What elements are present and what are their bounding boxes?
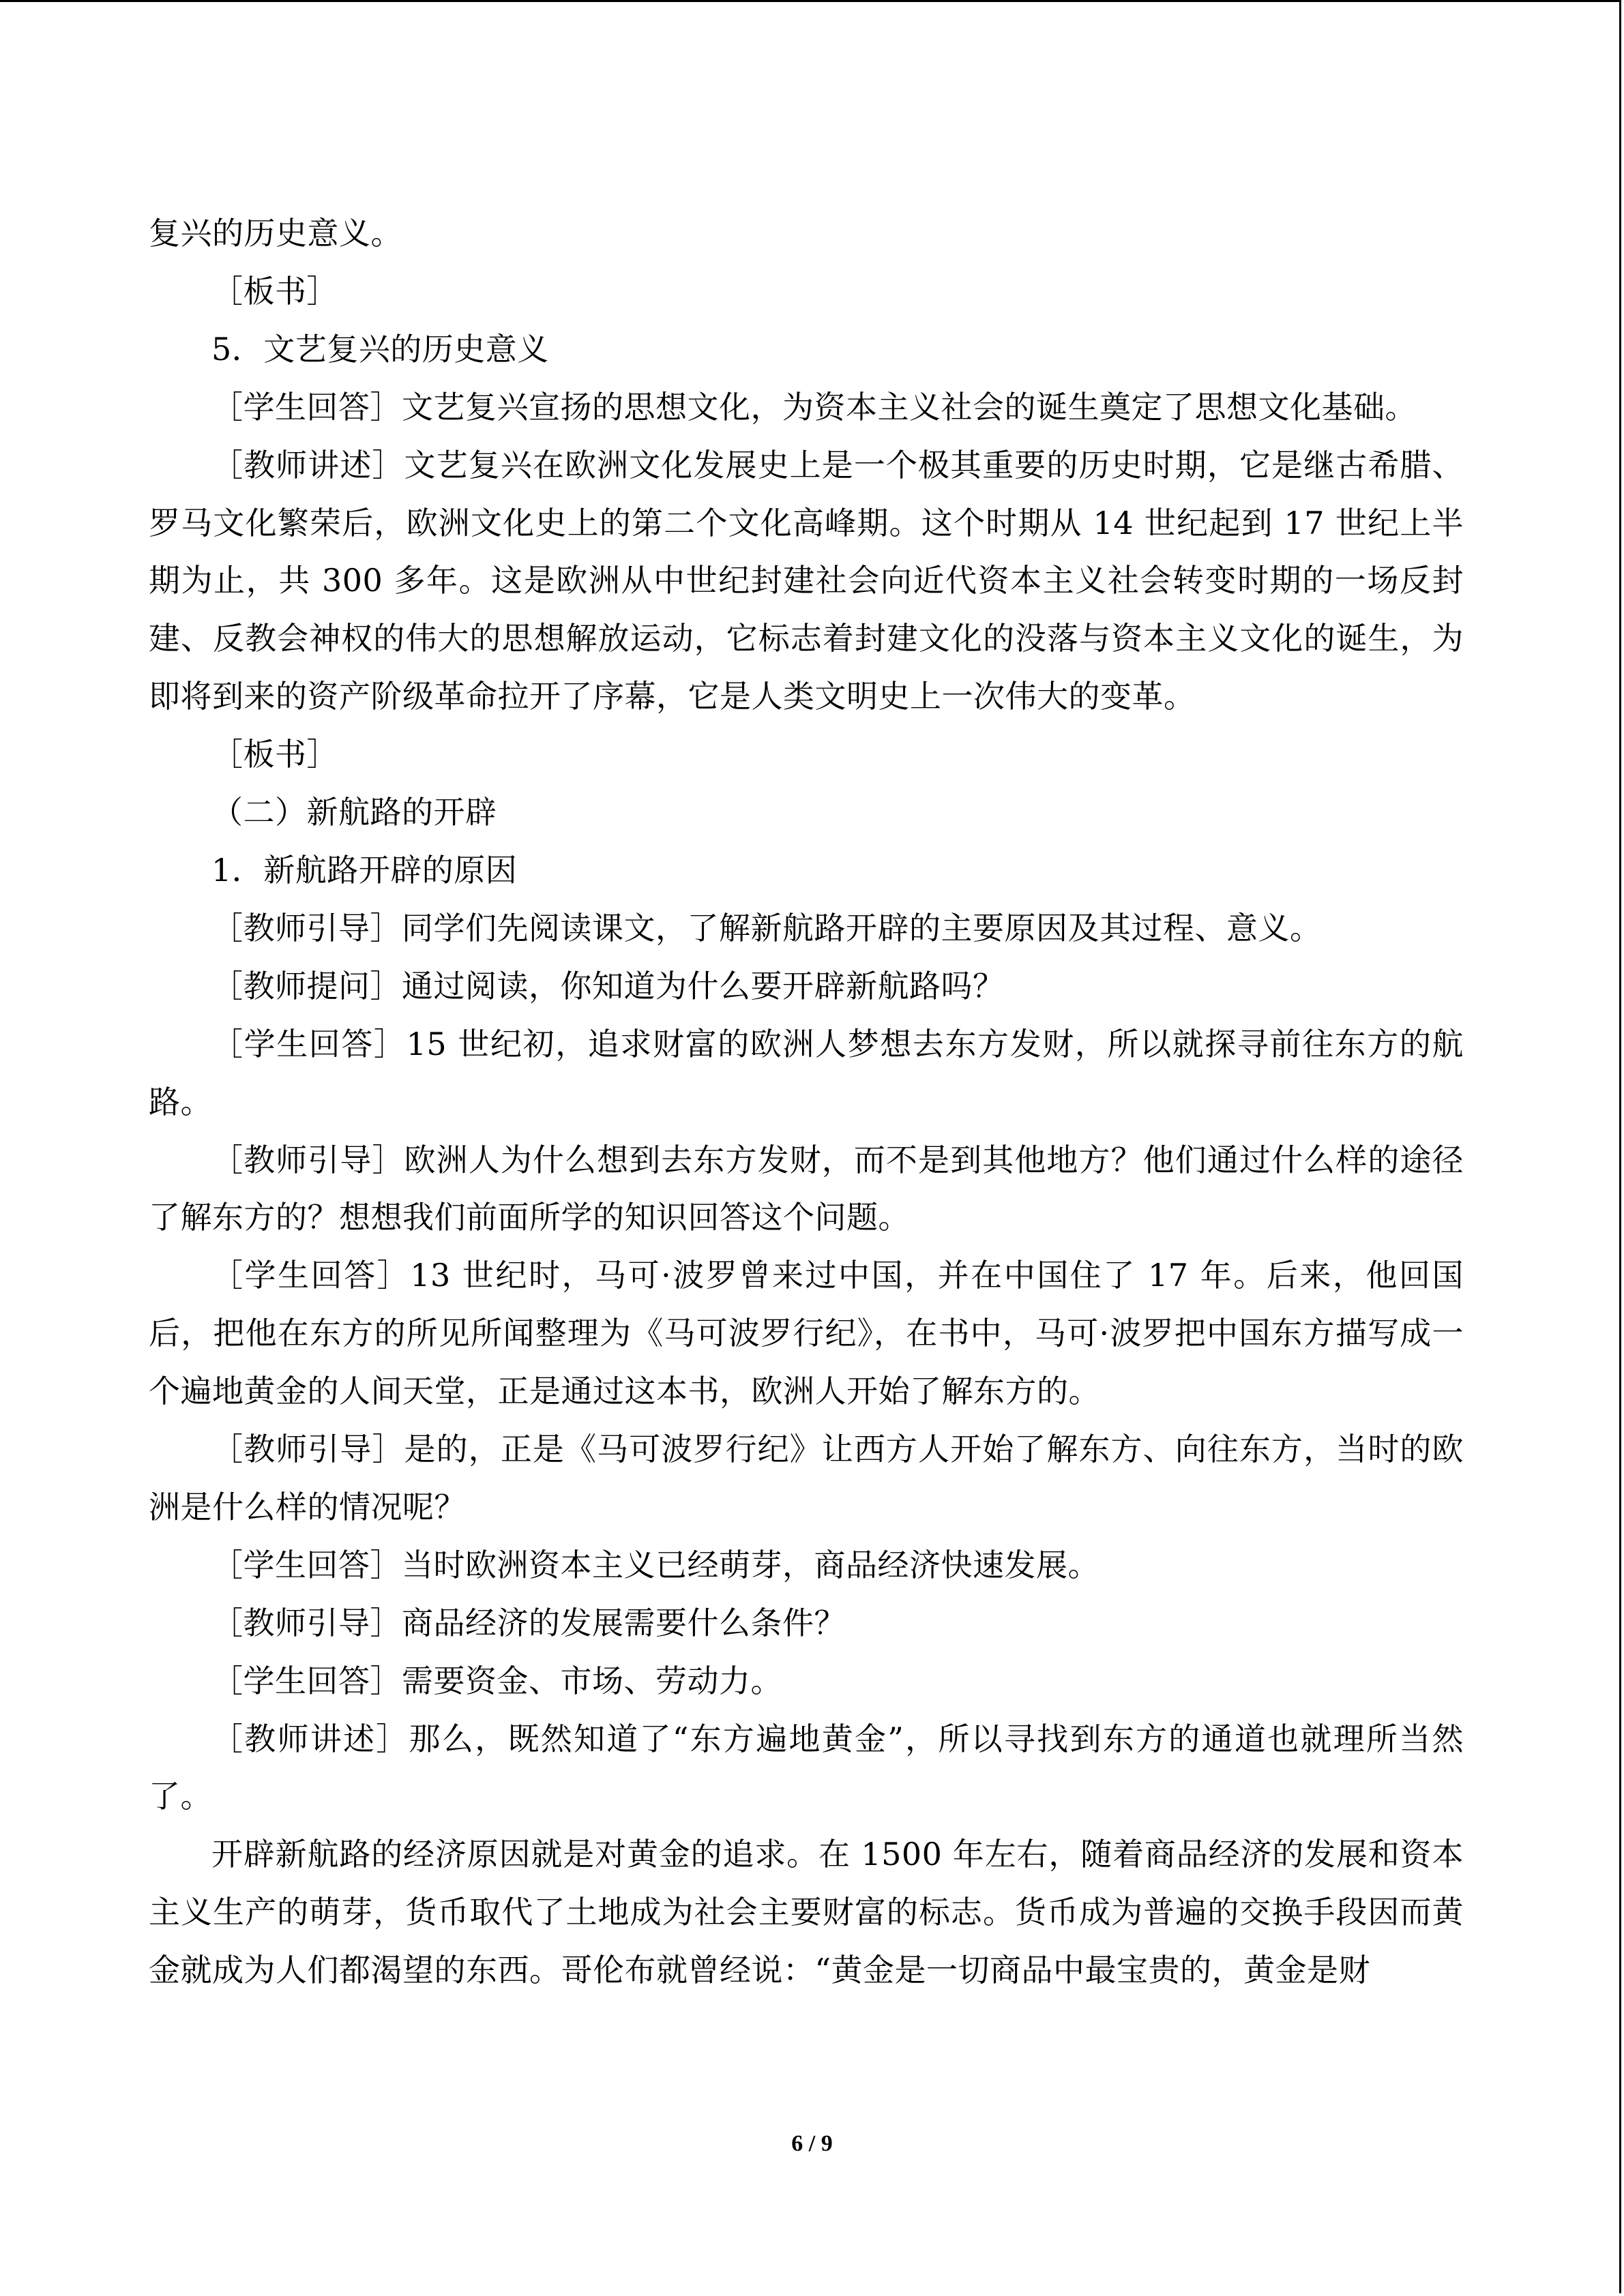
student-answer: ［学生回答］文艺复兴宣扬的思想文化，为资本主义社会的诞生奠定了思想文化基础。 (211, 388, 1417, 426)
document-body (149, 205, 1464, 1999)
student-answer: ［学生回答］15 世纪初，追求财富的欧洲人梦想去东方发财，所以就探寻前往东方的航路。 (149, 1025, 1464, 1120)
teacher-narration: ［教师讲述］文艺复兴在欧洲文化发展史上是一个极其重要的历史时期，它是继古希腊、罗马文化繁荣后，欧洲文化史上的第二个文化高峰期。这个时期从 14 世纪起到 17 世纪上半期为止，共 300 多年。这是欧洲从中世纪封建社会向近代资本主义社会转变时期的一场反封建、反教会神权的伟大的思想解放运动，它标志着封建文化的没落与资本主义文化的诞生，为即将到来的资产阶级革命拉开了序幕，它是人类文明史上一次伟大的变革。 (149, 446, 1464, 715)
board-note: ［板书］ (211, 272, 338, 310)
board-note: ［板书］ (211, 736, 338, 773)
teacher-question: ［教师提问］通过阅读，你知道为什么要开辟新航路吗？ (211, 967, 1005, 1004)
student-answer: ［学生回答］当时欧洲资本主义已经萌芽，商品经济快速发展。 (211, 1546, 1099, 1583)
student-answer: ［学生回答］13 世纪时，马可·波罗曾来过中国，并在中国住了 17 年。后来，他回国后，把他在东方的所见所闻整理为《马可波罗行纪》，在书中，马可·波罗把中国东方描写成一个遍地黄金的人间天堂，正是通过这本书，欧洲人开始了解东方的。 (149, 1257, 1464, 1410)
student-answer: ［学生回答］需要资金、市场、劳动力。 (211, 1662, 782, 1699)
teacher-guidance: ［教师引导］商品经济的发展需要什么条件？ (211, 1604, 846, 1641)
teacher-guidance: ［教师引导］是的，正是《马可波罗行纪》让西方人开始了解东方、向往东方，当时的欧洲是什么样的情况呢？ (149, 1431, 1464, 1525)
page-number: 6 / 9 (791, 2131, 833, 2156)
subsection-heading: 1．新航路开辟的原因 (211, 851, 518, 889)
teacher-guidance: ［教师引导］同学们先阅读课文，了解新航路开辟的主要原因及其过程、意义。 (211, 909, 1322, 946)
teacher-guidance: ［教师引导］欧洲人为什么想到去东方发财，而不是到其他地方？他们通过什么样的途径了解东方的？想想我们前面所学的知识回答这个问题。 (149, 1141, 1464, 1236)
section-heading: 5．文艺复兴的历史意义 (211, 330, 549, 368)
paragraph: 开辟新航路的经济原因就是对黄金的追求。在 1500 年左右，随着商品经济的发展和资本主义生产的萌芽，货币取代了土地成为社会主要财富的标志。货币成为普遍的交换手段因而黄金就成为人们都渴望的东西。哥伦布就曾经说：“黄金是一切商品中最宝贵的，黄金是财 (149, 1836, 1464, 1989)
teacher-narration: ［教师讲述］那么，既然知道了“东方遍地黄金”，所以寻找到东方的通道也就理所当然了。 (149, 1720, 1464, 1815)
paragraph: 复兴的历史意义。 (149, 215, 402, 252)
section-heading: （二）新航路的开辟 (211, 794, 497, 831)
